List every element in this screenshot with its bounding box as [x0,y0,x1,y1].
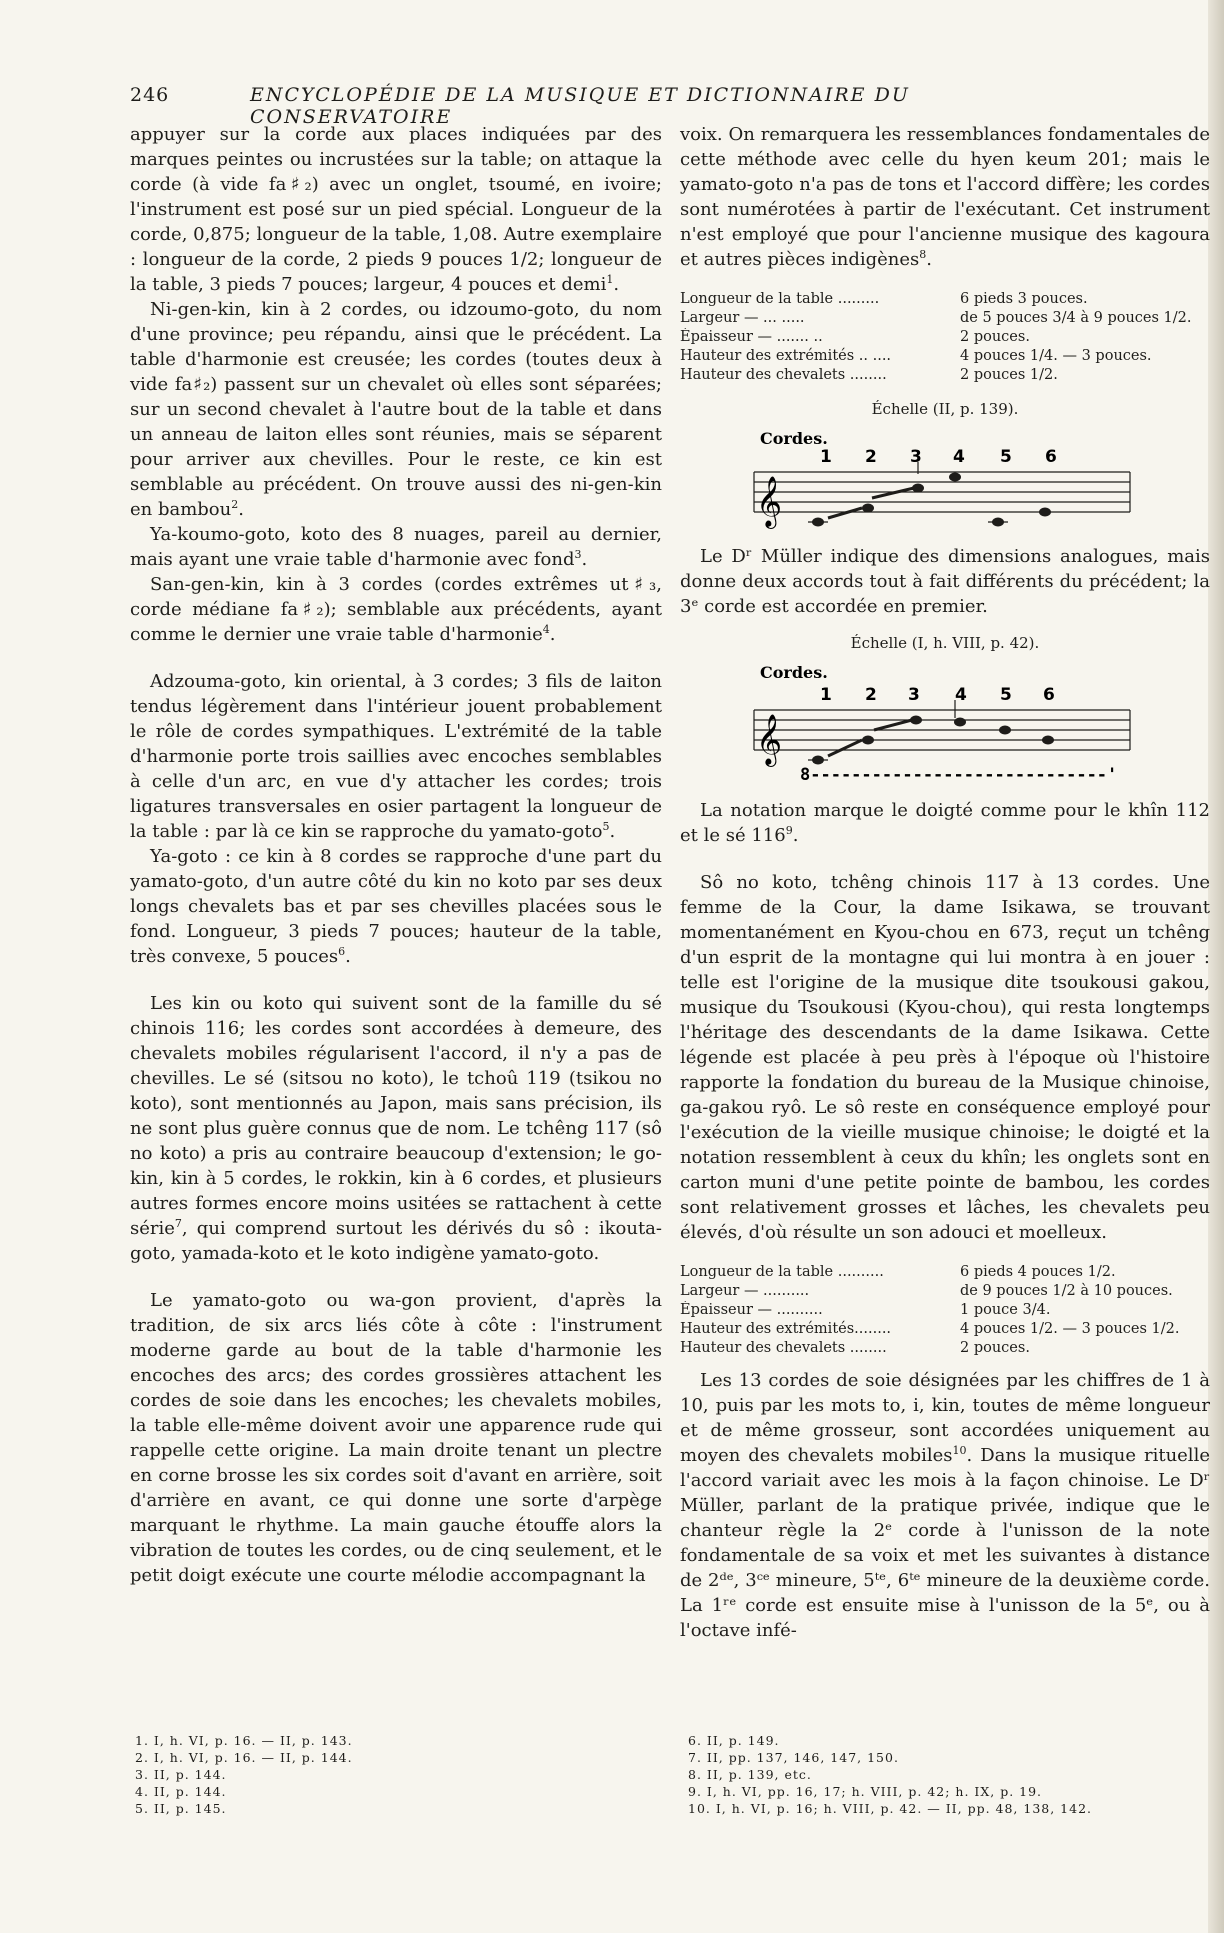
staff-notation [750,426,1150,536]
paragraph: Ya-goto : ce kin à 8 cordes se rapproche d'une part du yamato-goto, d'un autre côté du kin no koto par ses deux longs chevalets bas et par ses chevilles placées sous le fond. Longueur, 3 pieds 7 pouces; hauteur de la table, très convexe, 5 pouces$^6$. [130,846,662,967]
running-title: ENCYCLOPÉDIE DE LA MUSIQUE ET DICTIONNAIRE DU CONSERVATOIRE [250,84,910,128]
octave-marking: 8-----------------------------' [800,765,1118,785]
string-number: 3 [910,447,922,467]
paragraph: voix. On remarquera les ressemblances fondamentales de cette méthode avec celle du hyen keum 201; mais le yamato-goto n'a pas de tons et l'accord diffère; les cordes sont numérotées à partir de l'exécutant. Cet instrument n'est employé que pour l'ancienne musique des kagoura et autres pièces indigènes$^8$. [680,124,1210,270]
dimension-row: Largeur — .......... de 9 pouces 1/2 à 10 pouces. [680,1283,1173,1299]
dimension-row: Largeur — ... ..... de 5 pouces 3/4 à 9 pouces 1/2. [680,310,1192,326]
footnote: 7. II, pp. 137, 146, 147, 150. [688,1750,899,1765]
string-number: 3 [908,685,920,705]
dimension-row: Hauteur des chevalets ........ 2 pouces 1/2. [680,367,1058,383]
string-number: 1 [820,447,832,467]
string-number: 4 [955,685,967,705]
dimension-row: Épaisseur — ....... .. 2 pouces. [680,329,1030,345]
string-number: 5 [1000,685,1012,705]
page-edge [1208,0,1224,1933]
dimensions-table-2 [680,1263,1210,1358]
dimensions-table-1 [680,290,1210,385]
footnotes-right [688,1732,1188,1817]
footnote: 1. I, h. VI, p. 16. — II, p. 143. [135,1733,353,1748]
paragraph: La notation marque le doigté comme pour le khîn 112 et le sé $116^9$. [680,800,1210,846]
treble-clef-icon: 𝄞 [756,476,783,527]
page-number: 246 [130,84,170,106]
music-staff-1 [680,397,1210,536]
music-staff-2 [680,631,1210,790]
footnote: 6. II, p. 149. [688,1733,780,1748]
right-column [680,122,1210,1643]
dimension-row: Hauteur des chevalets ........ 2 pouces. [680,1340,1030,1356]
paragraph: Les kin ou koto qui suivent sont de la famille du sé chinois 116; les cordes sont accordées à demeure, des chevalets mobiles régularisent l'accord, il n'y a pas de chevilles. Le sé (sitsou no koto), le tchoû 119 (tsikou no koto), sont mentionnés au Japon, mais sans précision, ils ne sont plus guère connus que de nom. Le tchêng 117 (sô no koto) a pris au contraire beaucoup d'extension; le go-kin, kin à 5 cordes, le rokkin, kin à 6 cordes, et plusieurs autres formes encore moins usitées se rattachent à cette série$^7$, qui comprend surtout les dérivés du sô : ikouta-goto, yamada-koto et le koto indigène yamato-goto. [130,993,662,1264]
footnote: 2. I, h. VI, p. 16. — II, p. 144. [135,1750,353,1765]
dimension-row: Longueur de la table ......... 6 pieds 3 pouces. [680,291,1088,307]
string-number: 5 [1000,447,1012,467]
dimension-row: Hauteur des extrémités .. .... 4 pouces 1/4. — 3 pouces. [680,348,1152,364]
footnote: 9. I, h. VI, pp. 16, 17; h. VIII, p. 42; h. IX, p. 19. [688,1784,1043,1799]
footnotes-left [135,1732,555,1817]
cordes-label: Cordes. [760,429,828,448]
footnote: 3. II, p. 144. [135,1767,227,1782]
dimension-row: Longueur de la table .......... 6 pieds 4 pouces 1/2. [680,1264,1116,1280]
paragraph: San-gen-kin, kin à 3 cordes (cordes extrêmes ut♯₃, corde médiane fa♯₂); semblable aux précédents, ayant comme le dernier une vraie table d'harmonie$^4$. [130,574,662,645]
notes [812,473,1051,527]
string-number: 1 [820,685,832,705]
left-column [130,122,662,1588]
staff-notation [750,660,1150,790]
paragraph: Ya-koumo-goto, koto des 8 nuages, pareil au dernier, mais ayant une vraie table d'harmonie avec fond$^3$. [130,524,662,570]
staff-caption: Échelle (II, p. 139). [871,400,1019,418]
paragraph: Le Dʳ Müller indique des dimensions analogues, mais donne deux accords tout à fait différents du précédent; la 3ᵉ corde est accordée en premier. [680,546,1210,617]
paragraph: Les 13 cordes de soie désignées par les chiffres de 1 à 10, puis par les mots to, i, kin, toutes de même longueur et de même grosseur, sont accordées uniquement au moyen des chevalets mobiles$^{10}$. Dans la musique rituelle l'accord variait avec les mois à la façon chinoise. Le Dʳ Müller, parlant de la pratique privée, indique que le chanteur règle la 2ᵉ corde à l'unisson de la note fondamentale de sa voix et met les suivantes à distance de 2ᵈᵉ, 3ᶜᵉ mineure, 5ᵗᵉ, 6ᵗᵉ mineure de la deuxième corde. La 1ʳᵉ corde est ensuite mise à l'unisson de la 5ᵉ, ou à l'octave infé- [680,1370,1210,1641]
footnote: 10. I, h. VI, p. 16; h. VIII, p. 42. — II, pp. 48, 138, 142. [688,1801,1093,1816]
staff-caption: Échelle (I, h. VIII, p. 42). [850,634,1040,652]
string-number: 2 [865,685,877,705]
treble-clef-icon: 𝄞 [756,714,783,765]
dimension-row: Hauteur des extrémités........ 4 pouces 1/2. — 3 pouces 1/2. [680,1321,1180,1337]
string-number: 6 [1045,447,1057,467]
footnote: 4. II, p. 144. [135,1784,227,1799]
dimension-row: Épaisseur — .......... 1 pouce 3/4. [680,1302,1051,1318]
paragraph: Sô no koto, tchêng chinois 117 à 13 cordes. Une femme de la Cour, la dame Isikawa, se trouvant momentanément en Kyou-chou en 673, reçut un tchêng d'un esprit de la montagne qui lui montra à en jouer : telle est l'origine de la musique dite tsoukousi gakou, musique du Tsoukousi (Kyou-chou), qui resta longtemps l'héritage des descendants de la dame Isikawa. Cette légende est placée à peu près à l'époque où l'histoire rapporte la fondation du bureau de la Musique chinoise, ga-gakou ryô. Le sô reste en conséquence employé pour l'exécution de la vieille musique chinoise; le doigté et la notation ressemblent à ceux du khîn; les onglets sont en carton muni d'une petite pointe de bambou, les cordes sont relativement grosses et lâches, les chevalets peu élevés, d'où résulte un son adouci et moelleux. [680,872,1210,1243]
paragraph: Le yamato-goto ou wa-gon provient, d'après la tradition, de six arcs liés côte à côte : l'instrument moderne garde au bout de la table d'harmonie les encoches des arcs; des cordes grossières attachent les cordes de soie dans les encoches; les chevalets mobiles, la table elle-même doivent avoir une apparence rude qui rappelle cette origine. La main droite tenant un plectre en corne brosse les six cordes soit d'avant en arrière, soit d'arrière en avant, ce qui donne une sorte d'arpège marquant le rhythme. La main gauche étouffe alors la vibration de toutes les cordes, ou de cinq seulement, et le petit doigt exécute une courte mélodie accompagnant la [130,1290,662,1586]
footnote: 5. II, p. 145. [135,1801,227,1816]
string-number: 4 [953,447,965,467]
string-number: 2 [865,447,877,467]
footnote: 8. II, p. 139, etc. [688,1767,812,1782]
paragraph: Ni-gen-kin, kin à 2 cordes, ou idzoumo-goto, du nom d'une province; peu répandu, ainsi que le précédent. La table d'harmonie est creusée; les cordes (toutes deux à vide fa♯₂) passent sur un chevalet où elles sont séparées; sur un second chevalet à l'autre bout de la table et dans un anneau de laiton elles sont réunies, mais se séparent pour arriver aux chevilles. Pour le reste, ce kin est semblable au précédent. On trouve aussi des ni-gen-kin en bambou$^2$. [130,299,662,520]
string-number: 6 [1043,685,1055,705]
paragraph: Adzouma-goto, kin oriental, à 3 cordes; 3 fils de laiton tendus légèrement dans l'intérieur jouent probablement le rôle de cordes sympathiques. L'extrémité de la table d'harmonie porte trois saillies avec encoches semblables à celle d'un arc, en vue d'y attacher les cordes; trois ligatures transversales en osier partagent la longueur de la table : par là ce kin se rapproche du yamato-goto$^5$. [130,671,662,842]
cordes-label: Cordes. [760,663,828,682]
paragraph: appuyer sur la corde aux places indiquées par des marques peintes ou incrustées sur la table; on attaque la corde (à vide fa♯₂) avec un onglet, tsoumé, en ivoire; l'instrument est posé sur un pied spécial. Longueur de la corde, 0,875; longueur de la table, 1,08. Autre exemplaire : longueur de la corde, 2 pieds 9 pouces 1/2; longueur de la table, 3 pieds 7 pouces; largeur, 4 pouces et demi$^1$. [130,124,662,295]
